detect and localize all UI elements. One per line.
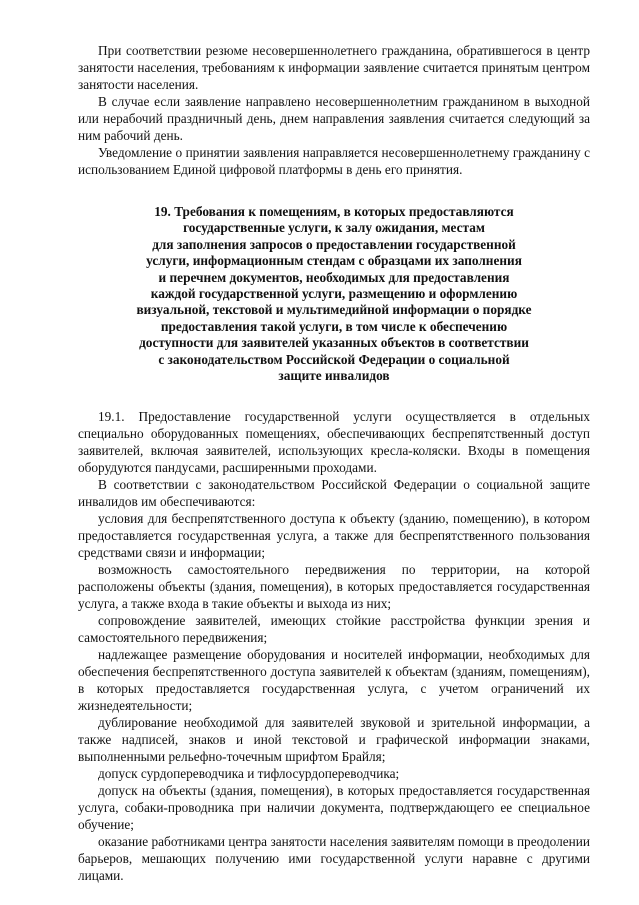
section-heading-line: 19. Требования к помещениям, в которых предоставляются [154, 204, 514, 219]
intro-paragraph-1: При соответствии резюме несовершеннолетнего гражданина, обратившегося в центр занятости населения, требованиям к информации заявление считается принятым центром занятости населения. [78, 43, 590, 92]
list-item-equipment-placement: надлежащее размещение оборудования и носителей информации, необходимых для обеспечения беспрепятственного доступа заявителей к объектам (зданиям, помещениям), в которых предоставляется государственная услуга, с учетом ограничений их жизнедеятельности; [78, 647, 590, 714]
list-item-sign-interpreter: допуск сурдопереводчика и тифлосурдопереводчика; [98, 766, 400, 782]
body-paragraph-19-1: 19.1. Предоставление государственной услуги осуществляется в отдельных специально оборудованных помещениях, обеспечивающих беспрепятственный доступ заявителей, включая заявителей, использующих кресла-коляски. Входы в помещения оборудуются пандусами, расширенными проходами. [78, 409, 590, 476]
section-heading-line: для заполнения запросов о предоставлении государственной [152, 236, 516, 252]
section-heading-line: каждой государственной услуги, размещению и оформлению [150, 286, 518, 302]
section-heading-line: предоставления такой услуги, в том числе к обеспечению [160, 318, 508, 334]
intro-paragraph-2: В случае если заявление направлено несовершеннолетним гражданином в выходной или нерабочий праздничный день, днем направления заявления считается следующий за ним рабочий день. [78, 94, 590, 143]
list-item-duplication-braille: дублирование необходимой для заявителей звуковой и зрительной информации, а также надписей, знаков и иной текстовой и графической информации знаками, выполненными рельефно-точечным шрифтом Брайля; [78, 715, 590, 765]
section-heading-line: с законодательством Российской Федерации о социальной [158, 351, 510, 367]
document-page [78, 42, 590, 884]
section-heading [78, 204, 590, 384]
section-heading-line: и перечнем документов, необходимых для предоставления [158, 269, 510, 285]
section-heading-line: защите инвалидов [278, 368, 390, 384]
list-item-escort: сопровождение заявителей, имеющих стойкие расстройства функции зрения и самостоятельного передвижения; [78, 613, 590, 646]
list-item-movement: возможность самостоятельного передвижения по территории, на которой расположены объекты (здания, помещения), в которых предоставляется государственная услуга, а также входа в такие объекты и выхода из них; [78, 562, 590, 612]
body-paragraph-disability-intro: В соответствии с законодательством Российской Федерации о социальной защите инвалидов им обеспечиваются: [78, 477, 590, 510]
section-heading-line: визуальной, текстовой и мультимедийной информации о порядке [136, 302, 532, 318]
list-item-staff-assistance: оказание работниками центра занятости населения заявителям помощи в преодолении барьеров, мешающих получению ими государственной услуги наравне с другими лицами. [78, 834, 590, 884]
section-heading-line: доступности для заявителей указанных объектов в соответствии [139, 335, 529, 351]
list-item-access-conditions: условия для беспрепятственного доступа к объекту (зданию, помещению), в котором предоставляется государственная услуга, а также для беспрепятственного пользования средствами связи и информации; [78, 511, 590, 561]
intro-paragraph-3: Уведомление о принятии заявления направляется несовершеннолетнему гражданину с использованием Единой цифровой платформы в день его принятия. [78, 145, 590, 177]
section-heading-line: государственные услуги, к залу ожидания, местам [183, 220, 485, 236]
list-item-guide-dog: допуск на объекты (здания, помещения), в которых предоставляется государственная услуга, собаки-проводника при наличии документа, подтверждающего ее специальное обучение; [78, 783, 590, 833]
section-heading-line: услуги, информационным стендам с образцами их заполнения [146, 253, 522, 269]
